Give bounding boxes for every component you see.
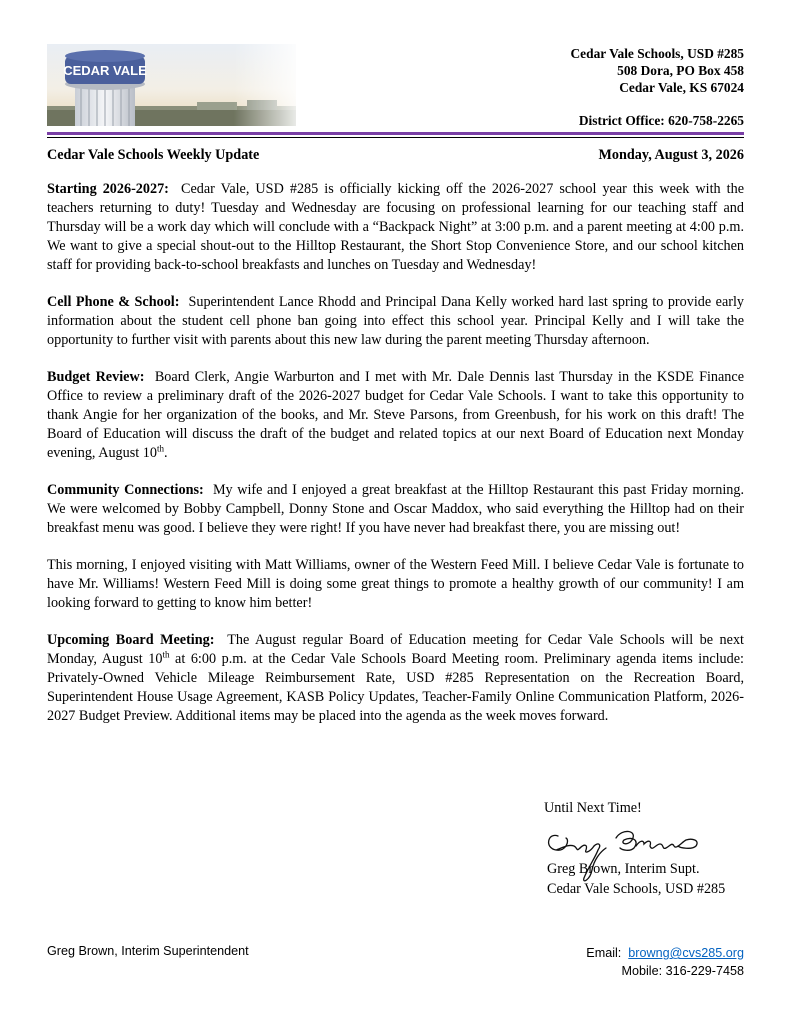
sign-off: Until Next Time! — [544, 800, 642, 816]
section-community-connections — [47, 481, 744, 538]
address-line: Cedar Vale, KS 67024 — [619, 80, 744, 95]
section-heading: Upcoming Board Meeting: — [47, 632, 215, 648]
footer-name: Greg Brown, Interim Superintendent — [47, 944, 249, 958]
section-heading: Community Connections: — [47, 482, 204, 498]
district-office-phone: District Office: 620-758-2265 — [578, 113, 744, 128]
section-upcoming-board-meeting — [47, 631, 744, 726]
section-text-continued: at 6:00 p.m. at the Cedar Vale Schools Board Meeting room. Preliminary agenda items include: Privately-Owned Vehicle Mileage Reimbursement Rate, USD #285 Representation on the Recreation Board, Superintendent House Usage Agreement, KASB Policy Updates, Teacher-Family Online Communication Platform, 2026-2027 Budget Preview. Additional items may be placed into the agenda as the week moves forward. — [47, 651, 744, 724]
section-text: My wife and I enjoyed a great breakfast at the Hilltop Restaurant this past Friday morning. We were welcomed by Bobby Campbell, Donny Stone and Oscar Maddox, who said everything the Hilltop had on their breakfast menu was good. I believe they were right! If you have never had breakfast there, you are missing out! — [47, 482, 745, 536]
section-western-feed-mill — [47, 556, 744, 613]
letter-body — [47, 180, 744, 744]
section-cell-phone — [47, 293, 744, 350]
footer-mobile: Mobile: 316-229-7458 — [621, 964, 744, 978]
footer-contact — [586, 944, 744, 980]
header-divider-accent — [47, 132, 744, 135]
ordinal-suffix: th — [162, 649, 170, 660]
section-text-tail: . — [163, 445, 168, 461]
email-link[interactable]: browng@cvs285.org — [628, 946, 744, 960]
ordinal-suffix: th — [156, 443, 164, 454]
section-heading: Budget Review: — [47, 369, 145, 385]
cedar-vale-water-tower-logo — [47, 44, 296, 126]
header-divider — [47, 137, 744, 138]
email-label: Email: — [586, 946, 622, 960]
address-line: 508 Dora, PO Box 458 — [617, 63, 744, 78]
district-address — [571, 45, 744, 96]
section-text: The August regular Board of Education meeting for Cedar Vale Schools will be next Monday, August 10 — [47, 632, 744, 667]
footer-email-line — [586, 944, 744, 962]
section-text: This morning, I enjoyed visiting with Matt Williams, owner of the Western Feed Mill. I believe Cedar Vale is fortunate to have Mr. Williams! Western Feed Mill is doing some great things to promote a healthy growth of our community! I am looking forward to getting to know him better! — [47, 557, 744, 611]
newsletter-date: Monday, August 3, 2026 — [598, 147, 744, 163]
section-text: Cedar Vale, USD #285 is officially kicking off the 2026-2027 school year this week with the teachers returning to duty! Tuesday and Wednesday are focusing on professional learning for our teaching staff and Thursday will be a work day which will conclude with a “Backpack Night” at 3:00 p.m. and a parent meeting at 4:00 p.m. We want to give a special shout-out to the Hilltop Restaurant, the Short Stop Convenience Store, and our school kitchen staff for providing back-to-school breakfasts and lunches on Tuesday and Wednesday! — [47, 181, 744, 273]
section-text: Superintendent Lance Rhodd and Principal Dana Kelly worked hard last spring to provide early information about the student cell phone ban going into effect this school year. Principal Kelly and I will take the opportunity to further visit with parents about this new law during the parent meeting Thursday afternoon. — [47, 294, 745, 348]
section-heading: Cell Phone & School: — [47, 294, 180, 310]
signer-organization: Cedar Vale Schools, USD #285 — [547, 881, 726, 897]
signer-name: Greg Brown, Interim Supt. — [547, 861, 700, 877]
address-line: Cedar Vale Schools, USD #285 — [570, 46, 744, 61]
section-text: Board Clerk, Angie Warburton and I met with Mr. Dale Dennis last Thursday in the KSDE Finance Office to review a preliminary draft of the 2026-2027 budget for Cedar Vale Schools. I want to take this opportunity to thank Angie for her organization of the books, and Mr. Steve Parsons, from Greenbush, for his work on this draft! The Board of Education will discuss the draft of the budget and related topics at our next Board of Education next Monday evening, August 10 — [47, 369, 744, 461]
signature-block — [547, 859, 725, 899]
section-heading: Starting 2026-2027: — [47, 181, 169, 197]
section-budget-review — [47, 368, 744, 463]
section-starting — [47, 180, 744, 275]
newsletter-title: Cedar Vale Schools Weekly Update — [47, 147, 260, 163]
